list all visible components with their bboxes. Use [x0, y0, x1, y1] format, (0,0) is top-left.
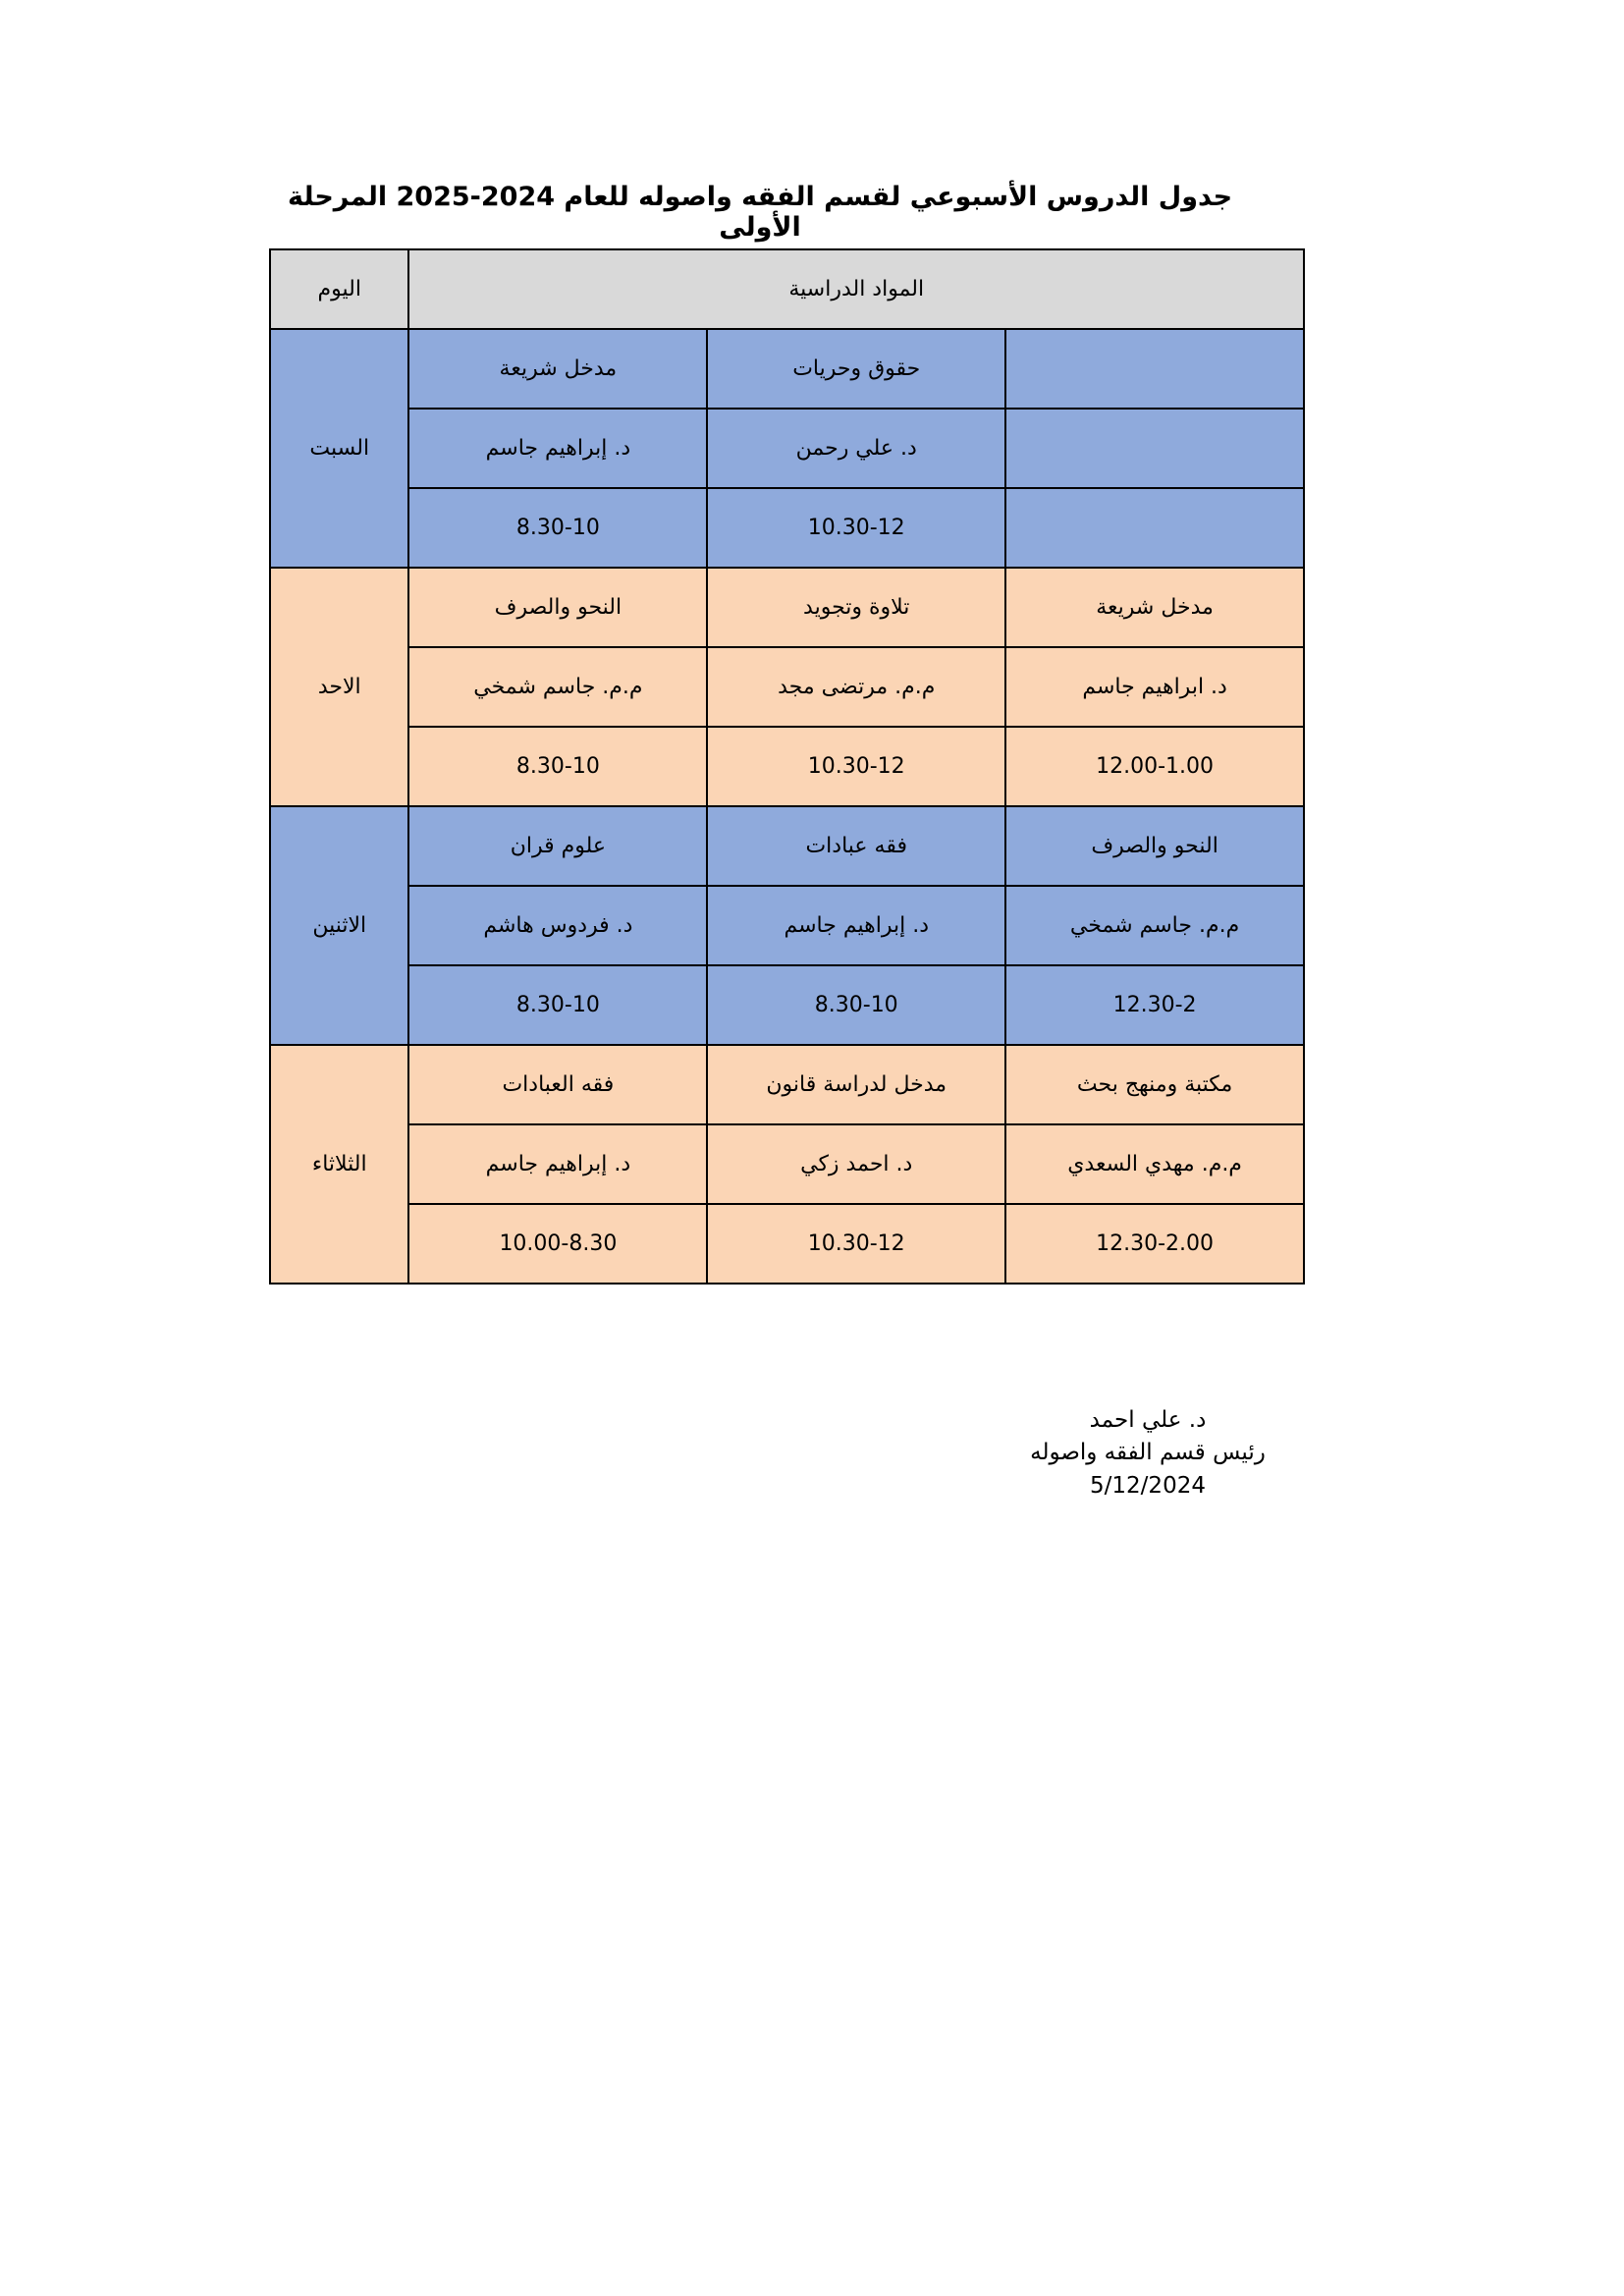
table-row — [270, 1045, 1304, 1124]
cell-teacher: د. علي رحمن — [707, 409, 1005, 488]
cell-time: 12.30-2.00 — [1005, 1204, 1304, 1284]
cell-time — [1005, 488, 1304, 568]
table-row — [270, 1124, 1304, 1204]
day-header: اليوم — [270, 249, 408, 329]
cell-teacher: د. إبراهيم جاسم — [707, 886, 1005, 965]
signature-position: رئيس قسم الفقه واصوله — [1030, 1440, 1266, 1466]
cell-teacher: د. فردوس هاشم — [408, 886, 707, 965]
cell-teacher: د. احمد زكي — [707, 1124, 1005, 1204]
table-row — [270, 1204, 1304, 1284]
cell-teacher: م.م. مرتضى مجد — [707, 647, 1005, 727]
cell-subject — [1005, 329, 1304, 409]
cell-subject: تلاوة وتجويد — [707, 568, 1005, 647]
cell-teacher: م.م. مهدي السعدي — [1005, 1124, 1304, 1204]
table-row — [270, 488, 1304, 568]
cell-subject: فقه العبادات — [408, 1045, 707, 1124]
cell-time: 10.30-12 — [707, 727, 1005, 806]
subjects-header: المواد الدراسية — [408, 249, 1304, 329]
cell-subject: فقه عبادات — [707, 806, 1005, 886]
table-row — [270, 886, 1304, 965]
cell-time: 8.30-10 — [707, 965, 1005, 1045]
cell-time: 12.00-1.00 — [1005, 727, 1304, 806]
table-row — [270, 647, 1304, 727]
table-row — [270, 727, 1304, 806]
cell-time: 8.30-10 — [408, 965, 707, 1045]
signature-date: 5/12/2024 — [1090, 1472, 1206, 1499]
weekly-schedule-table — [269, 248, 1305, 1285]
cell-subject: النحو والصرف — [408, 568, 707, 647]
cell-subject: علوم قران — [408, 806, 707, 886]
signature-name: د. علي احمد — [1089, 1407, 1207, 1433]
table-row — [270, 806, 1304, 886]
table-header-row — [270, 249, 1304, 329]
day-name: الاحد — [270, 568, 408, 806]
cell-teacher: م.م. جاسم شمخي — [1005, 886, 1304, 965]
page-title: جدول الدروس الأسبوعي لقسم الفقه واصوله للعام 2024-2025 المرحلة الأولى — [287, 182, 1233, 243]
cell-subject: النحو والصرف — [1005, 806, 1304, 886]
cell-subject: مدخل شريعة — [1005, 568, 1304, 647]
cell-time: 10.30-12 — [707, 488, 1005, 568]
cell-subject: مدخل لدراسة قانون — [707, 1045, 1005, 1124]
cell-subject: مكتبة ومنهج بحث — [1005, 1045, 1304, 1124]
cell-teacher — [1005, 409, 1304, 488]
day-name: الثلاثاء — [270, 1045, 408, 1284]
cell-time: 8.30-10 — [408, 727, 707, 806]
table-row — [270, 965, 1304, 1045]
cell-time: 10.00-8.30 — [408, 1204, 707, 1284]
cell-time: 10.30-12 — [707, 1204, 1005, 1284]
cell-time: 12.30-2 — [1005, 965, 1304, 1045]
cell-subject: حقوق وحريات — [707, 329, 1005, 409]
cell-time: 8.30-10 — [408, 488, 707, 568]
cell-teacher: م.م. جاسم شمخي — [408, 647, 707, 727]
table-row — [270, 568, 1304, 647]
cell-subject: مدخل شريعة — [408, 329, 707, 409]
cell-teacher: د. إبراهيم جاسم — [408, 409, 707, 488]
table-row — [270, 409, 1304, 488]
signature-block — [981, 1404, 1315, 1503]
cell-teacher: د. إبراهيم جاسم — [408, 1124, 707, 1204]
cell-teacher: د. ابراهيم جاسم — [1005, 647, 1304, 727]
day-name: الاثنين — [270, 806, 408, 1045]
table-row — [270, 329, 1304, 409]
day-name: السبت — [270, 329, 408, 568]
